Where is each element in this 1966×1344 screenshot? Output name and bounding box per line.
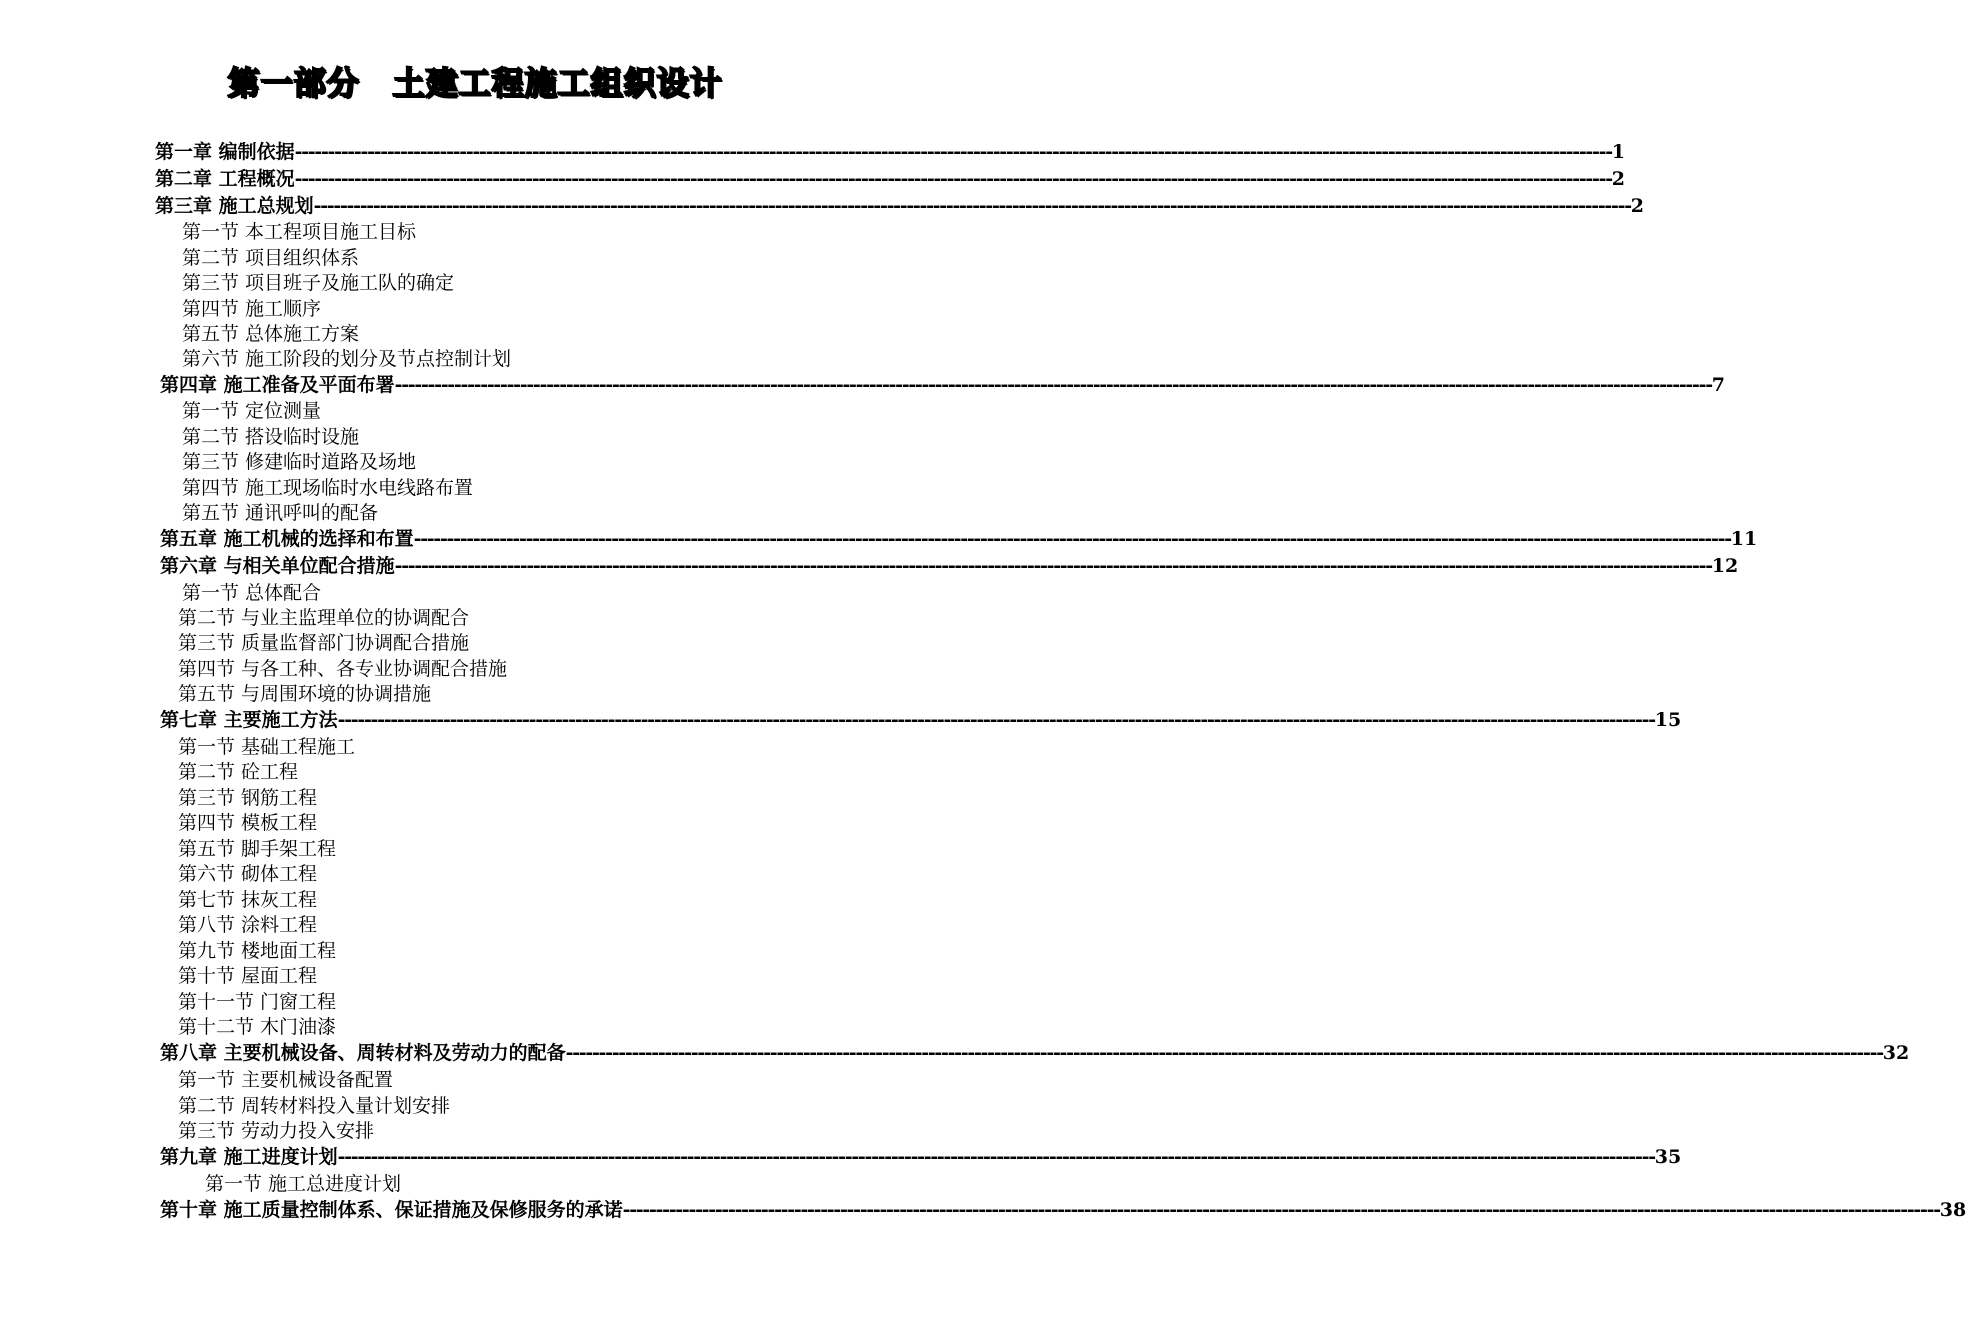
chapter-title: 第二章 工程概况 (155, 168, 295, 190)
toc-section[interactable]: 第六节 砌体工程 (178, 863, 318, 885)
chapter-title: 第一章 编制依据 (155, 141, 295, 163)
dot-leader: -------------------------------------------------------------------------------------------------------------------------------------------------------------------------------------------------------- (622, 1199, 1940, 1221)
document-title: 第一部分 土建工程施工组织设计 (227, 64, 723, 102)
toc-section[interactable]: 第二节 周转材料投入量计划安排 (178, 1095, 451, 1117)
chapter-title: 第三章 施工总规划 (155, 195, 314, 217)
toc-section[interactable]: 第一节 主要机械设备配置 (178, 1069, 394, 1091)
toc-section[interactable]: 第四节 模板工程 (178, 812, 318, 834)
page-number: 7 (1711, 374, 1726, 396)
page-number: 15 (1654, 709, 1682, 731)
toc-section[interactable]: 第三节 修建临时道路及场地 (182, 451, 417, 473)
toc-section[interactable]: 第一节 定位测量 (182, 400, 322, 422)
toc-section[interactable]: 第五节 脚手架工程 (178, 838, 337, 860)
toc-chapter-1[interactable] (155, 139, 1626, 165)
dot-leader: -------------------------------------------------------------------------------------------------------------------------------------------------------------------------------------------------------- (294, 141, 1612, 163)
toc-section[interactable]: 第十一节 门窗工程 (178, 991, 337, 1013)
toc-section[interactable]: 第六节 施工阶段的划分及节点控制计划 (182, 348, 512, 370)
toc-chapter-7[interactable] (160, 707, 1682, 733)
dot-leader: -------------------------------------------------------------------------------------------------------------------------------------------------------------------------------------------------------- (294, 168, 1612, 190)
toc-section[interactable]: 第九节 楼地面工程 (178, 940, 337, 962)
toc-section[interactable]: 第一节 总体配合 (182, 582, 322, 604)
chapter-title: 第五章 施工机械的选择和布置 (160, 528, 414, 550)
toc-section[interactable]: 第一节 本工程项目施工目标 (182, 221, 417, 243)
chapter-title: 第八章 主要机械设备、周转材料及劳动力的配备 (160, 1042, 566, 1064)
chapter-title: 第九章 施工进度计划 (160, 1146, 338, 1168)
toc-section[interactable]: 第三节 项目班子及施工队的确定 (182, 272, 455, 294)
toc-section[interactable]: 第七节 抹灰工程 (178, 889, 318, 911)
toc-section[interactable]: 第二节 搭设临时设施 (182, 426, 360, 448)
dot-leader: -------------------------------------------------------------------------------------------------------------------------------------------------------------------------------------------------------- (565, 1042, 1883, 1064)
chapter-title: 第六章 与相关单位配合措施 (160, 555, 395, 577)
page-number: 11 (1730, 528, 1758, 550)
page-number: 12 (1711, 555, 1739, 577)
dot-leader: -------------------------------------------------------------------------------------------------------------------------------------------------------------------------------------------------------- (313, 195, 1631, 217)
toc-section[interactable]: 第十节 屋面工程 (178, 965, 318, 987)
toc-section[interactable]: 第五节 总体施工方案 (182, 323, 360, 345)
chapter-title: 第七章 主要施工方法 (160, 709, 338, 731)
toc-section[interactable]: 第十二节 木门油漆 (178, 1016, 337, 1038)
toc-chapter-8[interactable] (160, 1040, 1910, 1066)
page-number: 32 (1882, 1042, 1910, 1064)
toc-section[interactable]: 第三节 劳动力投入安排 (178, 1120, 375, 1142)
toc-section[interactable]: 第二节 项目组织体系 (182, 247, 360, 269)
page-number: 2 (1611, 168, 1626, 190)
dot-leader: -------------------------------------------------------------------------------------------------------------------------------------------------------------------------------------------------------- (394, 555, 1712, 577)
dot-leader: -------------------------------------------------------------------------------------------------------------------------------------------------------------------------------------------------------- (413, 528, 1731, 550)
toc-chapter-10[interactable] (160, 1197, 1966, 1223)
page-number: 35 (1654, 1146, 1682, 1168)
toc-chapter-9[interactable] (160, 1144, 1682, 1170)
page-number: 1 (1611, 141, 1626, 163)
dot-leader: -------------------------------------------------------------------------------------------------------------------------------------------------------------------------------------------------------- (394, 374, 1712, 396)
toc-section[interactable]: 第一节 基础工程施工 (178, 736, 356, 758)
dot-leader: -------------------------------------------------------------------------------------------------------------------------------------------------------------------------------------------------------- (337, 1146, 1655, 1168)
toc-section[interactable]: 第八节 涂料工程 (178, 914, 318, 936)
page-number: 38 (1939, 1199, 1966, 1221)
toc-section[interactable]: 第五节 通讯呼叫的配备 (182, 502, 379, 524)
toc-section[interactable]: 第四节 与各工种、各专业协调配合措施 (178, 658, 508, 680)
toc-section[interactable]: 第一节 施工总进度计划 (205, 1173, 402, 1195)
toc-chapter-6[interactable] (160, 553, 1739, 579)
toc-section[interactable]: 第三节 钢筋工程 (178, 787, 318, 809)
toc-chapter-3[interactable] (155, 193, 1645, 219)
chapter-title: 第十章 施工质量控制体系、保证措施及保修服务的承诺 (160, 1199, 623, 1221)
toc-section[interactable]: 第四节 施工现场临时水电线路布置 (182, 477, 474, 499)
chapter-title: 第四章 施工准备及平面布署 (160, 374, 395, 396)
toc-section[interactable]: 第三节 质量监督部门协调配合措施 (178, 632, 470, 654)
toc-chapter-4[interactable] (160, 372, 1726, 398)
toc-section[interactable]: 第二节 砼工程 (178, 761, 299, 783)
dot-leader: -------------------------------------------------------------------------------------------------------------------------------------------------------------------------------------------------------- (337, 709, 1655, 731)
toc-chapter-5[interactable] (160, 526, 1758, 552)
toc-section[interactable]: 第四节 施工顺序 (182, 298, 322, 320)
toc-chapter-2[interactable] (155, 166, 1626, 192)
toc-section[interactable]: 第二节 与业主监理单位的协调配合 (178, 607, 470, 629)
toc-section[interactable]: 第五节 与周围环境的协调措施 (178, 683, 432, 705)
page-number: 2 (1630, 195, 1645, 217)
